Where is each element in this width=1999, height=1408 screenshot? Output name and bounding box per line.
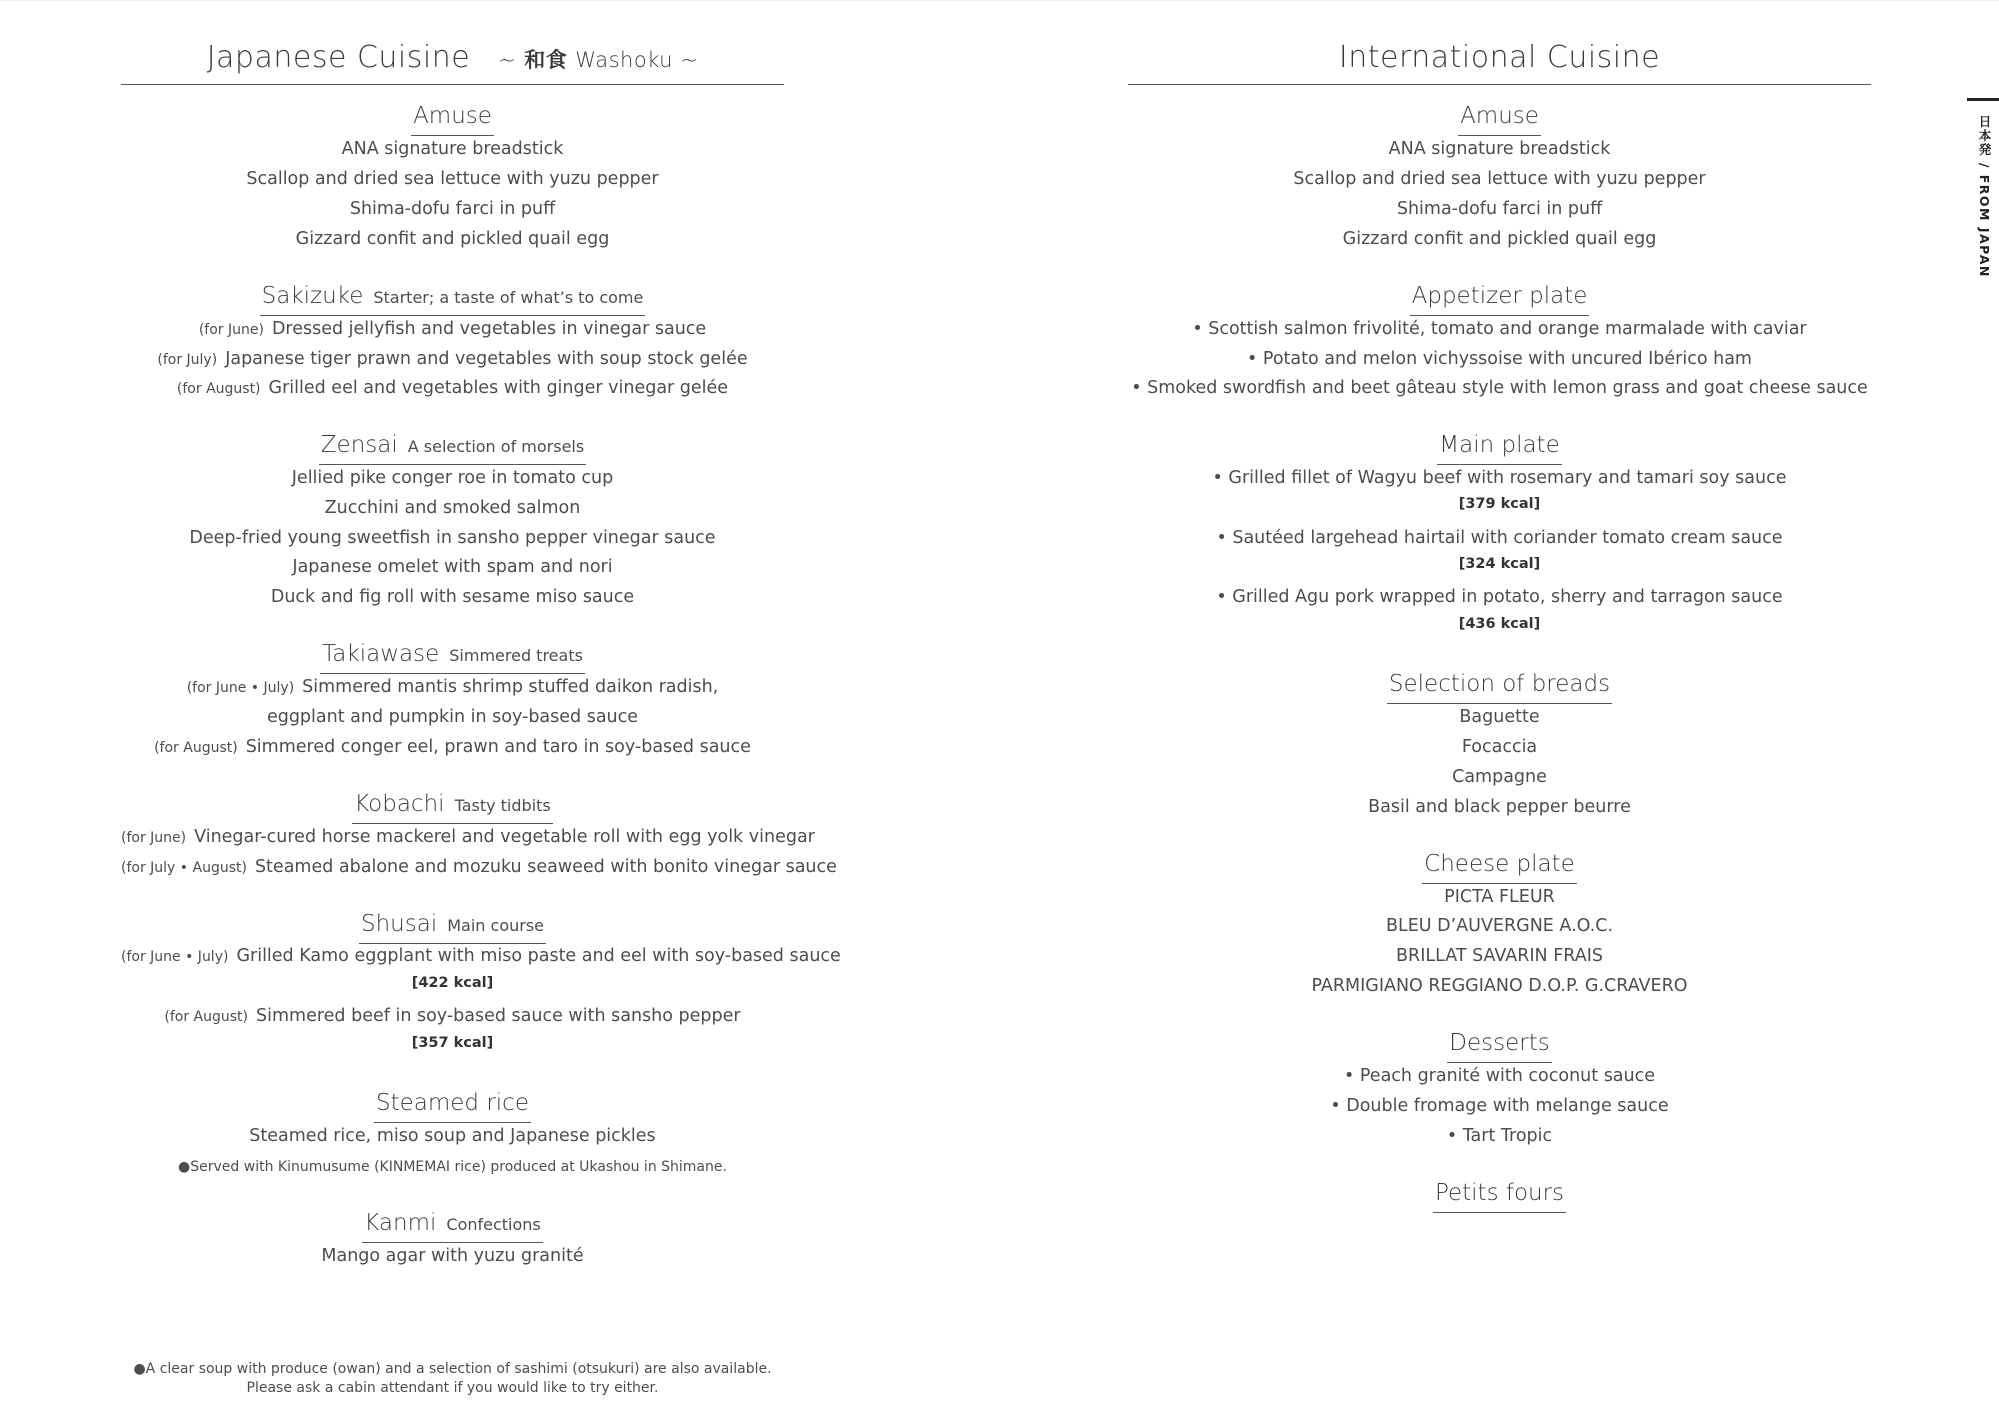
section-name: Appetizer plate xyxy=(1411,283,1588,309)
intl-section-breads xyxy=(1128,670,1871,704)
menu-line: ANA signature breadstick xyxy=(1388,139,1611,159)
intl-section-cheese xyxy=(1128,850,1871,884)
dish-text: Grilled Kamo eggplant with miso paste and eel with soy-based sauce xyxy=(236,946,841,966)
menu-line: • Potato and melon vichyssoise with uncured Ibérico ham xyxy=(1247,349,1752,369)
section-name: Sakizuke xyxy=(261,283,364,309)
kcal-label: [324 kcal] xyxy=(1458,556,1541,572)
section-name: Amuse xyxy=(1460,103,1539,129)
menu-line: Scallop and dried sea lettuce with yuzu pepper xyxy=(246,169,659,189)
menu-line: • Double fromage with melange sauce xyxy=(1330,1096,1669,1116)
kcal-label: [436 kcal] xyxy=(1458,616,1541,632)
month-note: (for June • July) xyxy=(186,680,295,696)
menu-line: Steamed rice, miso soup and Japanese pickles xyxy=(249,1126,656,1146)
menu-line: Scallop and dried sea lettuce with yuzu pepper xyxy=(1293,169,1706,189)
side-tab-label: 日本発 / FROM JAPAN xyxy=(1977,115,1992,278)
jp-section-zensai xyxy=(121,431,784,465)
dish-text: Simmered beef in soy-based sauce with sansho pepper xyxy=(256,1006,741,1026)
section-desc: Confections xyxy=(446,1215,541,1234)
kcal-label: [422 kcal] xyxy=(411,975,494,991)
kcal-label: [379 kcal] xyxy=(1458,496,1541,512)
menu-line: • Tart Tropic xyxy=(1446,1126,1553,1146)
menu-line xyxy=(121,945,841,968)
jp-section-kanmi xyxy=(121,1209,784,1243)
menu-line: • Grilled fillet of Wagyu beef with rosemary and tamari soy sauce xyxy=(1212,468,1787,488)
jp-section-kobachi xyxy=(121,790,784,824)
menu-line: Gizzard confit and pickled quail egg xyxy=(295,229,610,249)
japanese-cuisine-title: Japanese Cuisine xyxy=(206,40,471,75)
menu-line: Shima-dofu farci in puff xyxy=(349,199,556,219)
jp-section-takiawase xyxy=(121,640,784,674)
intl-section-appetizer xyxy=(1128,282,1871,316)
jp-section-shusai xyxy=(121,910,784,944)
dish-text: Simmered conger eel, prawn and taro in soy-based sauce xyxy=(245,737,751,757)
dish-text: Simmered mantis shrimp stuffed daikon radish, xyxy=(302,677,719,697)
section-name: Takiawase xyxy=(322,641,440,667)
menu-line: BLEU D’AUVERGNE A.O.C. xyxy=(1385,916,1614,936)
tilde-left: ~ xyxy=(498,48,517,72)
dish-text: Grilled eel and vegetables with ginger vinegar gelée xyxy=(268,378,729,398)
month-note: (for June • July) xyxy=(121,949,229,965)
menu-line: • Peach granité with coconut sauce xyxy=(1343,1066,1656,1086)
section-name: Steamed rice xyxy=(376,1090,529,1116)
menu-line xyxy=(121,676,784,699)
menu-line: eggplant and pumpkin in soy-based sauce xyxy=(266,707,639,727)
menu-line: Gizzard confit and pickled quail egg xyxy=(1342,229,1657,249)
month-note: (for July) xyxy=(157,352,218,368)
top-rule xyxy=(0,0,1999,1)
section-name: Kanmi xyxy=(364,1210,437,1236)
menu-line xyxy=(121,1005,784,1028)
menu-line xyxy=(121,856,837,879)
from-japan-side-tab xyxy=(1967,98,1999,278)
menu-line xyxy=(121,348,784,371)
menu-line: PICTA FLEUR xyxy=(1444,887,1555,907)
jp-section-amuse xyxy=(121,102,784,136)
jp-section-steamed-rice xyxy=(121,1089,784,1123)
month-note: (for July • August) xyxy=(121,860,247,876)
menu-line: Mango agar with yuzu granité xyxy=(321,1246,584,1266)
intl-section-petits-fours xyxy=(1128,1179,1871,1213)
month-note: (for June) xyxy=(198,322,264,338)
month-note: (for August) xyxy=(164,1009,249,1025)
kcal-label: [357 kcal] xyxy=(411,1035,494,1051)
section-name: Amuse xyxy=(413,103,492,129)
dish-text: Vinegar-cured horse mackerel and vegetable roll with egg yolk vinegar xyxy=(194,827,815,847)
intl-section-amuse xyxy=(1128,102,1871,136)
menu-line: Campagne xyxy=(1452,767,1547,787)
dish-text: Japanese tiger prawn and vegetables with soup stock gelée xyxy=(225,349,748,369)
menu-line: Duck and fig roll with sesame miso sauce xyxy=(270,587,635,607)
menu-line: Shima-dofu farci in puff xyxy=(1396,199,1603,219)
section-desc: Starter; a taste of what’s to come xyxy=(373,288,644,307)
menu-line: Deep-fried young sweetfish in sansho pepper vinegar sauce xyxy=(189,528,716,548)
menu-line: ANA signature breadstick xyxy=(341,139,564,159)
washoku-kanji: 和食 xyxy=(524,48,568,72)
intl-section-desserts xyxy=(1128,1029,1871,1063)
menu-line: Jellied pike conger roe in tomato cup xyxy=(291,468,614,488)
jp-section-sakizuke xyxy=(121,282,784,316)
menu-line: Japanese omelet with spam and nori xyxy=(292,557,613,577)
section-name: Selection of breads xyxy=(1388,671,1611,697)
menu-line: • Smoked swordfish and beet gâteau style with lemon grass and goat cheese sauce xyxy=(1131,378,1868,398)
menu-line: Zucchini and smoked salmon xyxy=(324,498,581,518)
month-note: (for June) xyxy=(121,830,187,846)
section-name: Petits fours xyxy=(1434,1180,1565,1206)
menu-line: • Sautéed largehead hairtail with coriander tomato cream sauce xyxy=(1216,528,1783,548)
menu-line: Basil and black pepper beurre xyxy=(1368,797,1631,817)
menu-line: BRILLAT SAVARIN FRAIS xyxy=(1396,946,1603,966)
month-note: (for August) xyxy=(176,381,261,397)
menu-line: Baguette xyxy=(1459,707,1540,727)
japanese-cuisine-header xyxy=(121,40,784,85)
intl-section-main-plate xyxy=(1128,431,1871,465)
section-desc: A selection of morsels xyxy=(407,437,585,456)
tilde-right: ~ xyxy=(680,48,699,72)
international-cuisine-title: International Cuisine xyxy=(1338,40,1661,75)
menu-line xyxy=(121,377,784,400)
section-name: Shusai xyxy=(361,911,438,937)
section-desc: Tasty tidbits xyxy=(454,796,551,815)
menu-line: • Grilled Agu pork wrapped in potato, sherry and tarragon sauce xyxy=(1216,587,1783,607)
section-name: Main plate xyxy=(1439,432,1560,458)
menu-line: Focaccia xyxy=(1461,737,1538,757)
menu-line xyxy=(121,826,815,849)
menu-line: • Scottish salmon frivolité, tomato and orange marmalade with caviar xyxy=(1192,319,1807,339)
month-note: (for August) xyxy=(154,740,238,756)
footnote-line: ●A clear soup with produce (owan) and a selection of sashimi (otsukuri) are also available. xyxy=(133,1361,772,1377)
menu-line xyxy=(121,318,784,341)
menu-line: PARMIGIANO REGGIANO D.O.P. G.CRAVERO xyxy=(1311,976,1688,996)
section-desc: Main course xyxy=(447,916,544,935)
washoku-romaji: Washoku xyxy=(575,48,673,72)
dish-text: Dressed jellyfish and vegetables in vinegar sauce xyxy=(271,319,707,339)
international-cuisine-header xyxy=(1128,40,1871,85)
section-name: Cheese plate xyxy=(1424,851,1575,877)
menu-line xyxy=(121,736,784,759)
washoku-subtitle xyxy=(498,48,698,72)
section-desc: Simmered treats xyxy=(449,646,583,665)
dish-text: Steamed abalone and mozuku seaweed with bonito vinegar sauce xyxy=(254,857,837,877)
rice-note: ●Served with Kinumusume (KINMEMAI rice) produced at Ukashou in Shimane. xyxy=(178,1159,727,1175)
footnote-line: Please ask a cabin attendant if you would like to try either. xyxy=(246,1380,659,1396)
section-name: Zensai xyxy=(320,432,398,458)
section-name: Kobachi xyxy=(354,791,445,817)
section-name: Desserts xyxy=(1449,1030,1550,1056)
